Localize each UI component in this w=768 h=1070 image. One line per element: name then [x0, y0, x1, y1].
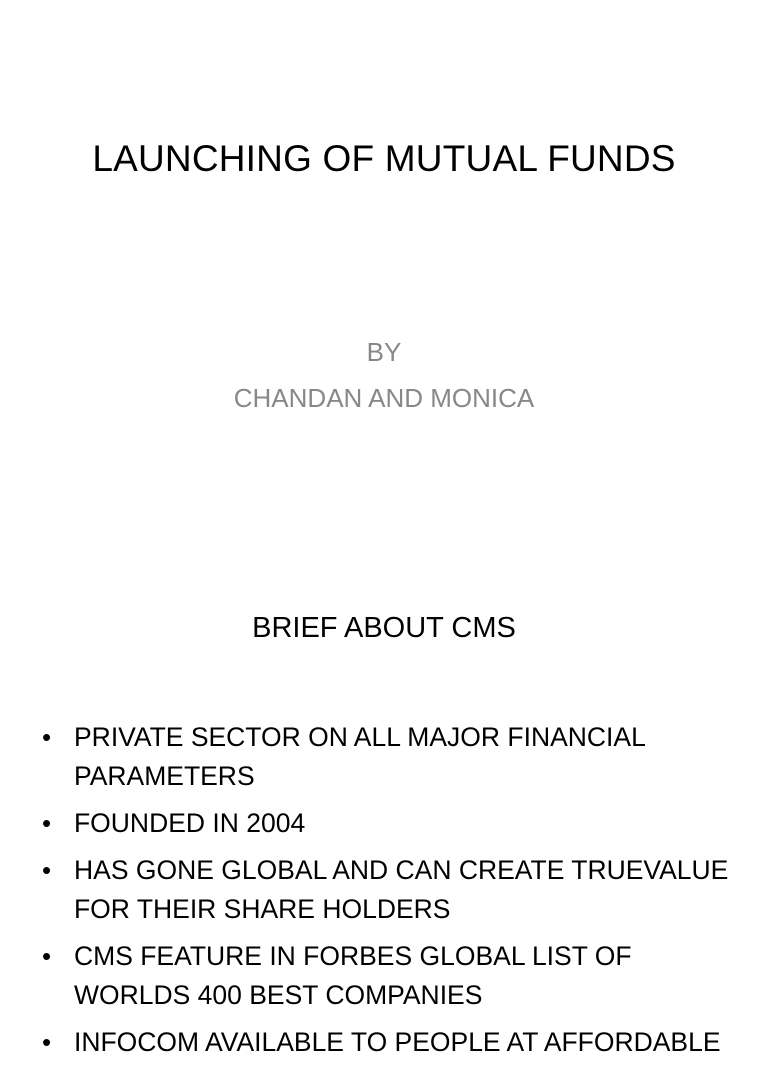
bullet-text: PRIVATE SECTOR ON ALL MAJOR FINANCIAL PARAMETERS	[74, 722, 645, 791]
list-item	[40, 937, 740, 1015]
bullet-icon: •	[42, 1027, 52, 1057]
content-slide	[0, 576, 768, 1057]
slide-subtitle-authors: CHANDAN AND MONICA	[233, 383, 535, 413]
list-item	[40, 851, 740, 929]
list-item	[40, 718, 740, 796]
slide-subtitle-by: BY	[366, 337, 402, 367]
bullet-text: HAS GONE GLOBAL AND CAN CREATE TRUEVALUE FOR THEIR SHARE HOLDERS	[74, 855, 729, 924]
bullet-icon: •	[42, 722, 52, 752]
list-item	[40, 1023, 740, 1062]
bullet-text: CMS FEATURE IN FORBES GLOBAL LIST OF WORLDS 400 BEST COMPANIES	[74, 941, 632, 1010]
slide-title: BRIEF ABOUT CMS	[252, 612, 516, 644]
bullet-icon: •	[42, 855, 52, 885]
bullet-text: INFOCOM AVAILABLE TO PEOPLE AT AFFORDABLE	[74, 1027, 721, 1057]
list-item	[40, 804, 740, 843]
bullet-list	[40, 718, 740, 1070]
bullet-text: FOUNDED IN 2004	[74, 808, 306, 838]
bullet-icon: •	[42, 808, 52, 838]
slide-title: LAUNCHING OF MUTUAL FUNDS	[92, 138, 676, 179]
bullet-icon: •	[42, 941, 52, 971]
